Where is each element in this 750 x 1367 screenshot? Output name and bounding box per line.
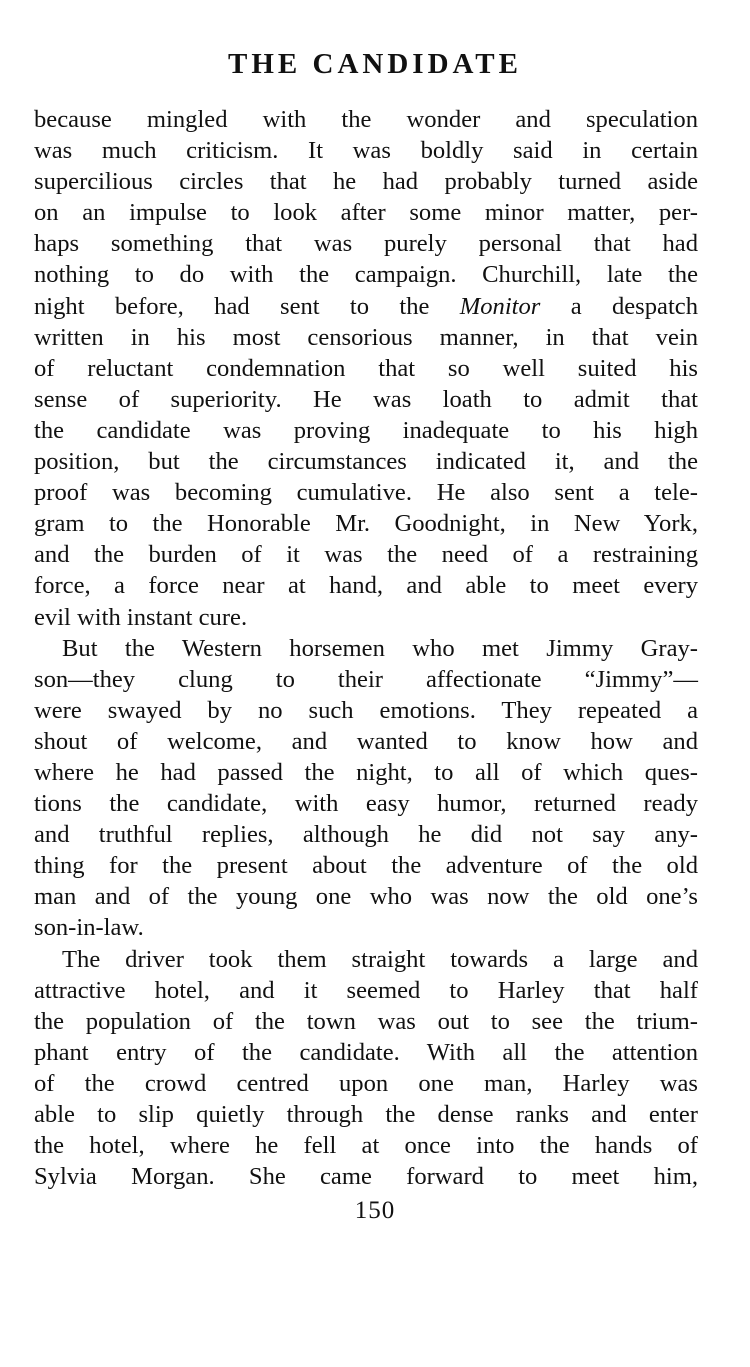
text-line: son—they clung to their affectionate “Jimmy”— xyxy=(34,665,698,693)
text-line: and the burden of it was the need of a restraining xyxy=(34,541,698,569)
text-line: nothing to do with the campaign. Churchill, late the xyxy=(34,261,698,289)
text-fragment: a despatch xyxy=(540,292,698,320)
text-line: But the Western horsemen who met Jimmy Gray- xyxy=(62,634,698,662)
text-line: the hotel, where he fell at once into the hands of xyxy=(34,1132,698,1160)
text-line: son-in-law. xyxy=(34,914,144,942)
text-line: The driver took them straight towards a large and xyxy=(62,945,698,973)
text-fragment: night before, had sent to the xyxy=(34,292,460,320)
text-line: shout of welcome, and wanted to know how and xyxy=(34,727,698,755)
text-line: the candidate was proving inadequate to his high xyxy=(34,416,698,444)
text-line xyxy=(34,291,698,322)
text-line: Sylvia Morgan. She came forward to meet him, xyxy=(34,1163,698,1191)
text-line: because mingled with the wonder and speculation xyxy=(34,106,698,133)
text-line: tions the candidate, with easy humor, returned ready xyxy=(34,790,698,818)
running-head: THE CANDIDATE xyxy=(228,48,522,80)
text-line: sense of superiority. He was loath to admit that xyxy=(34,385,698,413)
text-line: written in his most censorious manner, in that vein xyxy=(34,323,698,351)
text-line: where he had passed the night, to all of which ques- xyxy=(34,758,698,786)
text-line: man and of the young one who was now the old one’s xyxy=(34,883,698,911)
text-line: were swayed by no such emotions. They repeated a xyxy=(34,696,698,724)
newspaper-title: Monitor xyxy=(459,292,541,320)
text-line: gram to the Honorable Mr. Goodnight, in New York, xyxy=(34,510,698,538)
text-line: and truthful replies, although he did not say any- xyxy=(34,821,698,849)
text-line: attractive hotel, and it seemed to Harley that half xyxy=(34,976,698,1004)
body-text xyxy=(34,104,698,1192)
text-line: position, but the circumstances indicated it, and the xyxy=(34,448,698,476)
text-line: phant entry of the candidate. With all the attention xyxy=(34,1038,698,1066)
text-line: the population of the town was out to see the trium- xyxy=(34,1007,698,1035)
text-line: force, a force near at hand, and able to meet every xyxy=(34,572,698,600)
text-line: of the crowd centred upon one man, Harley was xyxy=(34,1069,698,1097)
text-line: supercilious circles that he had probably turned aside xyxy=(34,168,698,196)
text-line: was much criticism. It was boldly said in certain xyxy=(34,137,698,165)
text-line: evil with instant cure. xyxy=(34,603,248,631)
text-line: on an impulse to look after some minor matter, per- xyxy=(34,199,698,227)
text-line: thing for the present about the adventure of the old xyxy=(34,852,698,880)
text-line: haps something that was purely personal that had xyxy=(34,230,698,258)
page-number: 150 xyxy=(354,1197,396,1224)
text-line: able to slip quietly through the dense ranks and enter xyxy=(34,1101,698,1128)
text-line: of reluctant condemnation that so well suited his xyxy=(34,354,698,382)
text-line: proof was becoming cumulative. He also sent a tele- xyxy=(34,479,698,507)
